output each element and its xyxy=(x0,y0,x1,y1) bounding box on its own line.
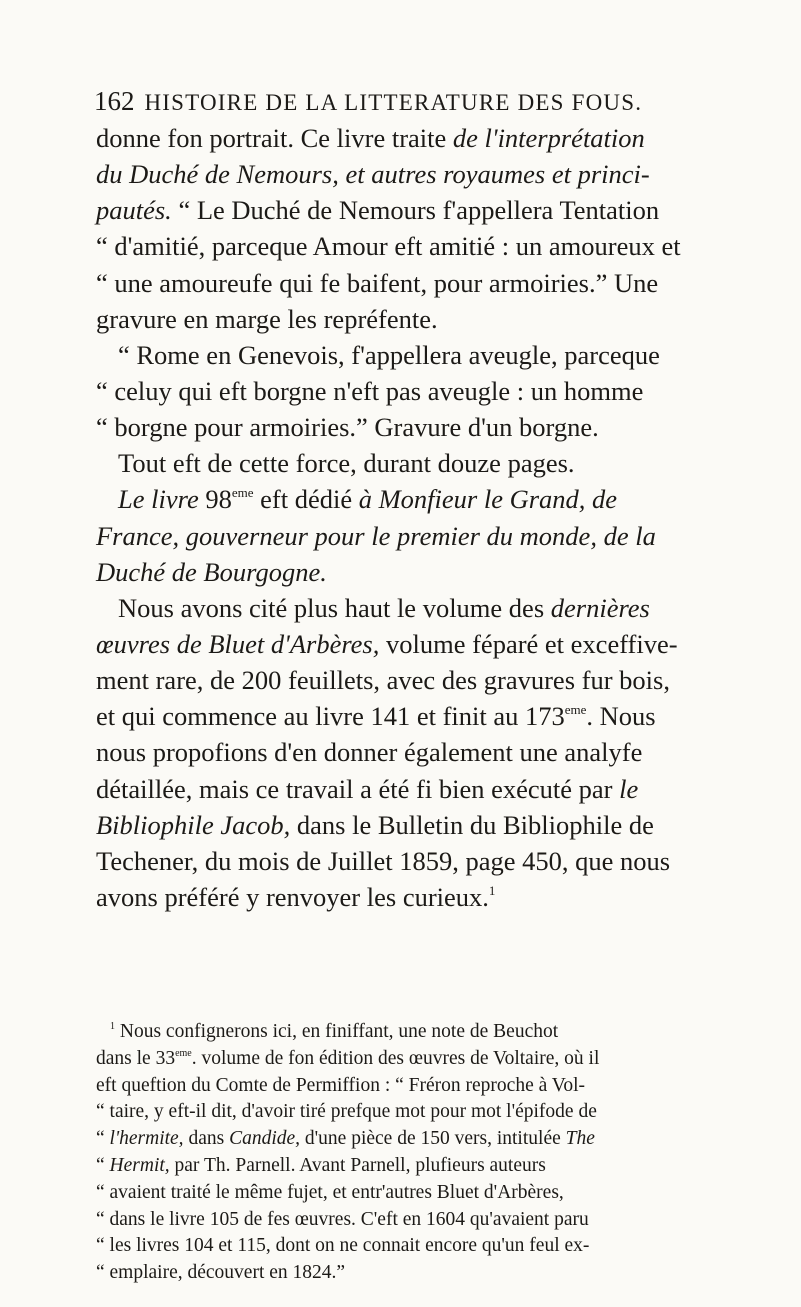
italic-run: Le livre xyxy=(118,484,199,515)
text-line: gravure en marge les repréfente. xyxy=(96,303,438,334)
italic-run: le xyxy=(619,773,639,804)
text-run: eft dédié xyxy=(253,484,359,515)
text-run: dans xyxy=(183,1128,230,1150)
text-run: Nous avons cité plus haut le volume des xyxy=(118,592,551,623)
footnote-line xyxy=(96,1046,756,1073)
italic-run: dernières xyxy=(550,592,650,623)
text-run: 98 xyxy=(198,484,232,515)
footnote-line xyxy=(96,1126,756,1153)
italic-run: œuvres de Bluet d'Arbères, xyxy=(96,628,380,659)
text-run: d'une pièce de 150 vers, intitulée xyxy=(300,1128,566,1150)
text-run: dans le 33 xyxy=(96,1047,176,1069)
footnote-line xyxy=(96,1153,756,1180)
italic-run: l'hermite, xyxy=(109,1128,184,1150)
footnote xyxy=(96,1019,756,1287)
superscript: eme xyxy=(231,485,254,501)
running-header xyxy=(94,86,664,117)
text-run: volume féparé et exceffive- xyxy=(379,628,678,659)
text-run: Nous confignerons ici, en finiffant, une note de Beuchot xyxy=(115,1021,559,1042)
text-line xyxy=(96,481,754,517)
text-line xyxy=(96,771,754,807)
text-line xyxy=(96,879,754,915)
footnote-ref: 1 xyxy=(488,882,496,898)
footnote-line: “ avaient traité le même fujet, et entr'autres Bluet d'Arbères, xyxy=(96,1181,564,1203)
footnote-line: “ taire, y eft-il dit, d'avoir tiré prefque mot pour mot l'épifode de xyxy=(96,1101,597,1123)
text-line: Techener, du mois de Juillet 1859, page 450, que nous xyxy=(96,845,671,876)
text-run: . Nous xyxy=(586,701,656,732)
text-line: nous propofions d'en donner également une analyfe xyxy=(96,737,643,768)
italic-run: Candide, xyxy=(229,1128,301,1150)
text-line: France, gouverneur pour le premier du monde, de la xyxy=(96,520,656,551)
footnote-marker: 1 xyxy=(110,1021,115,1032)
superscript: eme xyxy=(564,702,587,718)
italic-run: à Monfieur le Grand, de xyxy=(358,484,618,515)
italic-run: pautés. xyxy=(96,195,172,226)
text-run: “ xyxy=(96,1128,110,1150)
footnote-line: “ les livres 104 et 115, dont on ne connait encore qu'un feul ex- xyxy=(96,1235,590,1257)
text-line: du Duché de Nemours, et autres royaumes et princi- xyxy=(96,159,650,190)
text-line: “ celuy qui eft borgne n'eft pas aveugle : un homme xyxy=(96,375,644,406)
text-line xyxy=(96,626,754,662)
text-line xyxy=(96,698,754,734)
footnote-line: “ dans le livre 105 de fes œuvres. C'eft en 1604 qu'avaient paru xyxy=(96,1208,589,1230)
text-line: Tout eft de cette force, durant douze pages. xyxy=(118,448,575,479)
text-line: “ d'amitié, parceque Amour eft amitié : un amoureux et xyxy=(96,231,681,262)
italic-run: Bibliophile Jacob, xyxy=(96,809,291,840)
body-text xyxy=(96,120,754,915)
text-line: “ Rome en Genevois, f'appellera aveugle, parceque xyxy=(118,339,660,370)
footnote-line: “ emplaire, découvert en 1824.” xyxy=(96,1262,346,1284)
text-run: dans le Bulletin du Bibliophile de xyxy=(290,809,654,840)
italic-run: de l'interprétation xyxy=(452,123,645,153)
italic-run: The xyxy=(565,1128,595,1150)
text-run: détaillée, mais ce travail a été fi bien exécuté par xyxy=(96,773,620,804)
text-run: donne fon portrait. Ce livre traite xyxy=(96,123,453,153)
text-line: ment rare, de 200 feuillets, avec des gravures fur bois, xyxy=(96,665,670,696)
text-run: “ xyxy=(96,1154,110,1176)
text-line xyxy=(96,192,754,228)
footnote-line: eft queftion du Comte de Permiffion : “ Fréron reproche à Vol- xyxy=(96,1074,586,1096)
page-number: 162 xyxy=(94,86,135,116)
running-title: HISTOIRE DE LA LITTERATURE DES FOUS. xyxy=(144,90,643,115)
text-run: par Th. Parnell. Avant Parnell, plufieurs auteurs xyxy=(169,1154,546,1176)
text-run: “ Le Duché de Nemours f'appellera Tentation xyxy=(171,195,660,226)
text-run: . volume de fon édition des œuvres de Voltaire, où il xyxy=(191,1047,600,1069)
text-line xyxy=(96,120,754,156)
text-line: “ borgne pour armoiries.” Gravure d'un borgne. xyxy=(96,412,599,443)
text-run: avons préféré y renvoyer les curieux. xyxy=(96,881,489,912)
superscript: eme xyxy=(175,1047,192,1059)
italic-run: Hermit, xyxy=(109,1154,170,1176)
text-line: “ une amoureufe qui fe baifent, pour armoiries.” Une xyxy=(96,267,659,298)
text-line xyxy=(96,807,754,843)
text-line xyxy=(96,590,754,626)
text-run: et qui commence au livre 141 et finit au 173 xyxy=(96,701,565,732)
text-line: Duché de Bourgogne. xyxy=(96,556,327,587)
footnote-line xyxy=(96,1019,756,1046)
